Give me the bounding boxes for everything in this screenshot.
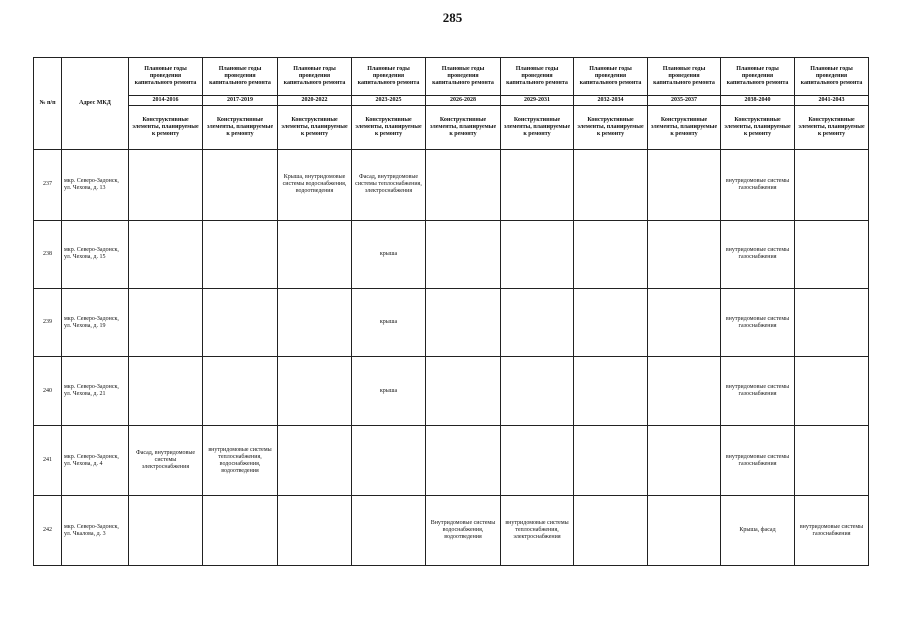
repair-elements-cell [574,220,648,288]
repair-elements-cell [426,150,501,221]
repair-elements-cell [501,289,574,357]
table-row [34,496,869,566]
repair-elements-cell [278,425,352,496]
repair-elements-cell: внутридомовые системы теплоснабжения, водоснабжения, водоотведения [203,425,278,496]
repair-elements-cell: Крыша, фасад [721,496,795,566]
elements-header: Конструктивные элементы, планируемые к ремонту [574,106,648,150]
year-range: 2035-2037 [648,96,721,106]
elements-header: Конструктивные элементы, планируемые к ремонту [795,106,869,150]
repair-elements-cell: внутридомовые системы газоснабжения [721,150,795,221]
repair-elements-cell [795,357,869,425]
row-number: 241 [34,425,62,496]
column-title: Плановые годы проведения капитального ремонта [129,58,203,96]
row-number: 238 [34,220,62,288]
repair-elements-cell: внутридомовые системы газоснабжения [795,496,869,566]
elements-header: Конструктивные элементы, планируемые к ремонту [426,106,501,150]
repair-elements-cell [574,496,648,566]
year-range: 2020-2022 [278,96,352,106]
repair-elements-cell [574,425,648,496]
repair-elements-cell: внутридомовые системы газоснабжения [721,220,795,288]
elements-header: Конструктивные элементы, планируемые к ремонту [203,106,278,150]
repair-elements-cell: Крыша, внутридомовые системы водоснабжения, водоотведения [278,150,352,221]
repair-elements-cell [129,289,203,357]
address-cell: мкр. Северо-Задонск, ул. Чехова, д. 21 [62,357,129,425]
repair-elements-cell [501,220,574,288]
row-number: 242 [34,496,62,566]
index-header: № п/п [34,58,62,150]
repair-elements-cell [501,150,574,221]
column-title: Плановые годы проведения капитального ремонта [795,58,869,96]
repair-elements-cell: крыша [352,357,426,425]
header-title-row [34,58,869,96]
repair-elements-cell: Фасад, внутридомовые системы теплоснабжения, электроснабжения [352,150,426,221]
repair-elements-cell [795,289,869,357]
elements-header: Конструктивные элементы, планируемые к ремонту [648,106,721,150]
repair-elements-cell [129,357,203,425]
row-number: 239 [34,289,62,357]
row-number: 237 [34,150,62,221]
column-title: Плановые годы проведения капитального ремонта [574,58,648,96]
address-header: Адрес МКД [62,58,129,150]
row-number: 240 [34,357,62,425]
repair-elements-cell [648,220,721,288]
capital-repair-plan-table [33,57,869,566]
year-range: 2041-2043 [795,96,869,106]
year-range: 2038-2040 [721,96,795,106]
address-cell: мкр. Северо-Задонск, ул. Чкалова, д. 3 [62,496,129,566]
address-cell: мкр. Северо-Задонск, ул. Чехова, д. 13 [62,150,129,221]
repair-elements-cell [278,220,352,288]
table-row [34,289,869,357]
table-row [34,357,869,425]
table-row [34,425,869,496]
address-cell: мкр. Северо-Задонск, ул. Чехова, д. 19 [62,289,129,357]
repair-elements-cell [501,425,574,496]
year-range: 2014-2016 [129,96,203,106]
repair-elements-cell [203,496,278,566]
repair-elements-cell: внутридомовые системы теплоснабжения, электроснабжения [501,496,574,566]
repair-elements-cell [574,150,648,221]
repair-elements-cell [574,357,648,425]
repair-elements-cell [426,289,501,357]
repair-elements-cell [501,357,574,425]
repair-elements-cell [426,425,501,496]
year-range: 2032-2034 [574,96,648,106]
repair-elements-cell [203,150,278,221]
repair-elements-cell [648,496,721,566]
year-range: 2017-2019 [203,96,278,106]
address-cell: мкр. Северо-Задонск, ул. Чехова, д. 4 [62,425,129,496]
header-years-row [34,96,869,106]
column-title: Плановые годы проведения капитального ремонта [501,58,574,96]
table-row [34,220,869,288]
repair-elements-cell [278,496,352,566]
column-title: Плановые годы проведения капитального ремонта [721,58,795,96]
repair-elements-cell [203,220,278,288]
repair-elements-cell [426,357,501,425]
repair-elements-cell [648,425,721,496]
repair-elements-cell [648,150,721,221]
repair-elements-cell [426,220,501,288]
repair-elements-cell: внутридомовые системы газоснабжения [721,289,795,357]
elements-header: Конструктивные элементы, планируемые к ремонту [352,106,426,150]
year-range: 2026-2028 [426,96,501,106]
column-title: Плановые годы проведения капитального ремонта [278,58,352,96]
repair-elements-cell [203,289,278,357]
page-number: 285 [442,10,463,25]
column-title: Плановые годы проведения капитального ремонта [203,58,278,96]
repair-elements-cell: внутридомовые системы газоснабжения [721,357,795,425]
year-range: 2029-2031 [501,96,574,106]
repair-elements-cell: крыша [352,289,426,357]
repair-elements-cell [129,220,203,288]
elements-header: Конструктивные элементы, планируемые к ремонту [501,106,574,150]
repair-elements-cell: внутридомовые системы газоснабжения [721,425,795,496]
repair-elements-cell [648,357,721,425]
column-title: Плановые годы проведения капитального ремонта [352,58,426,96]
column-title: Плановые годы проведения капитального ремонта [426,58,501,96]
repair-elements-cell [278,357,352,425]
repair-elements-cell [352,496,426,566]
repair-elements-cell [352,425,426,496]
elements-header: Конструктивные элементы, планируемые к ремонту [721,106,795,150]
year-range: 2023-2025 [352,96,426,106]
header-elements-row [34,106,869,150]
repair-elements-cell: Фасад, внутридомовые системы электроснабжения [129,425,203,496]
repair-elements-cell: Внутридомовые системы водоснабжения, водоотведения [426,496,501,566]
column-title: Плановые годы проведения капитального ремонта [648,58,721,96]
repair-elements-cell: крыша [352,220,426,288]
repair-elements-cell [574,289,648,357]
repair-elements-cell [129,496,203,566]
repair-elements-cell [203,357,278,425]
repair-elements-cell [129,150,203,221]
repair-elements-cell [278,289,352,357]
elements-header: Конструктивные элементы, планируемые к ремонту [278,106,352,150]
address-cell: мкр. Северо-Задонск, ул. Чехова, д. 15 [62,220,129,288]
repair-elements-cell [795,220,869,288]
elements-header: Конструктивные элементы, планируемые к ремонту [129,106,203,150]
table-row [34,150,869,221]
repair-elements-cell [648,289,721,357]
repair-elements-cell [795,425,869,496]
repair-elements-cell [795,150,869,221]
